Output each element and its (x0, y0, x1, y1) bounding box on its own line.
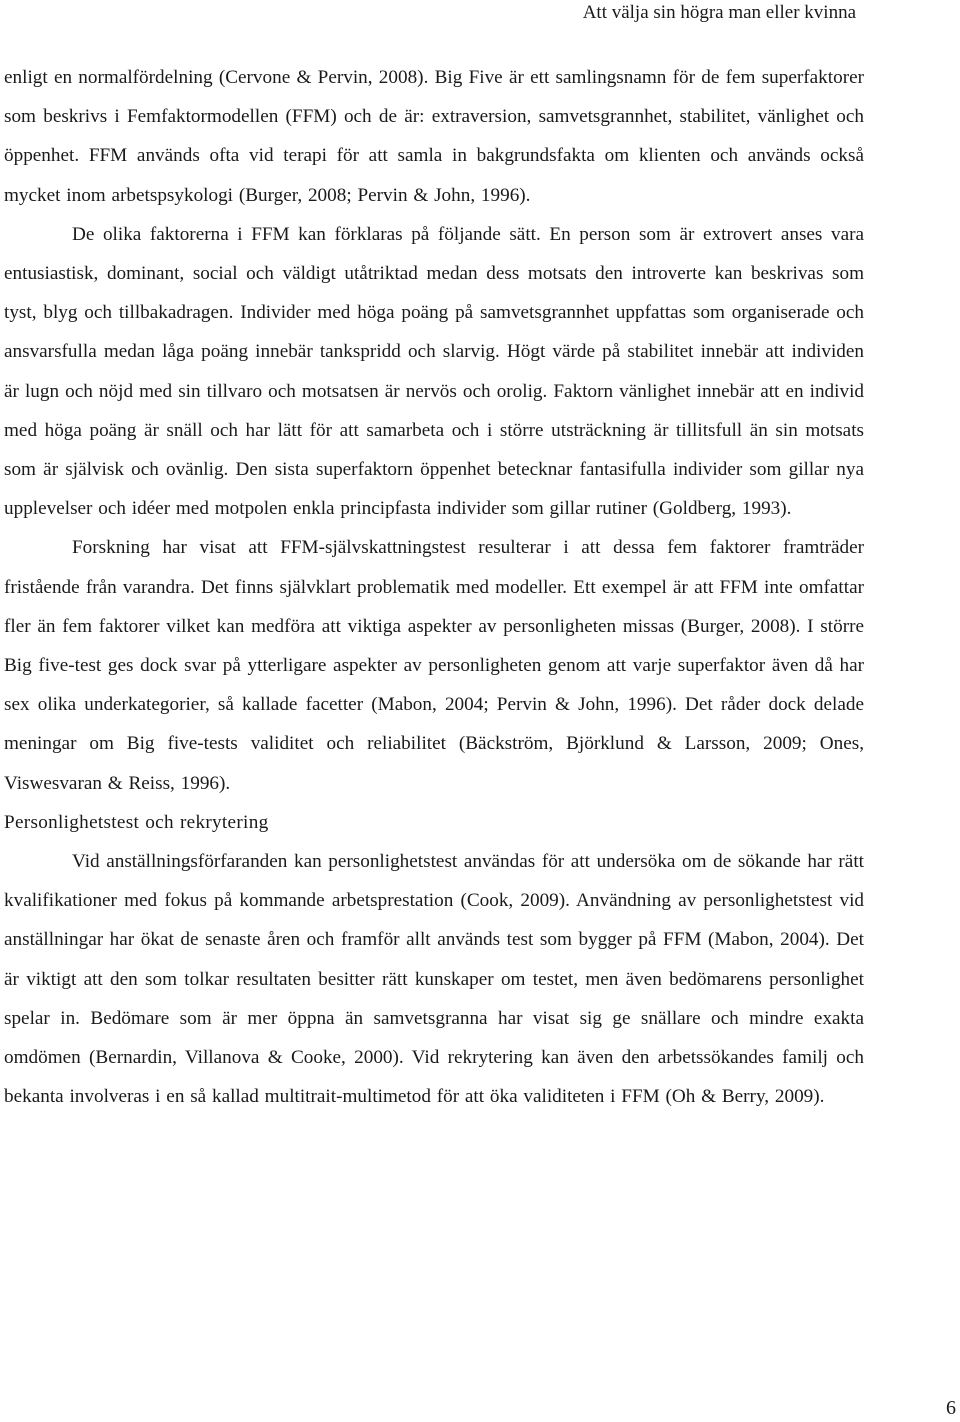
paragraph-big-five-intro: enligt en normalfördelning (Cervone & Pervin, 2008). Big Five är ett samlingsnamn för de fem superfaktorer som beskrivs i Femfaktormodellen (FFM) och de är: extraversion, samvetsgrannhet, stabilitet, vänlighet och öppenhet. FFM används ofta vid terapi för att samla in bakgrundsfakta om klienten och används också mycket inom arbetspsykologi (Burger, 2008; Pervin & John, 1996). (4, 67, 864, 206)
running-header: Att välja sin högra man eller kvinna (582, 2, 856, 23)
paragraph-recruitment: Vid anställningsförfaranden kan personlighetstest användas för att undersöka om de sökande har rätt kvalifikationer med fokus på kommande arbetsprestation (Cook, 2009). Användning av personlighetstest vid anställningar har ökat de senaste åren och framför allt används test som bygger på FFM (Mabon, 2004). Det är viktigt att den som tolkar resultaten besitter rätt kunskaper om testet, men även bedömarens personlighet spelar in. Bedömare som är mer öppna än samvetsgranna har visat sig ge snällare och mindre exakta omdömen (Bernardin, Villanova & Cooke, 2000). Vid rekrytering kan även den arbetssökandes familj och bekanta involveras i en så kallad multitrait-multimetod för att öka validiteten i FFM (Oh & Berry, 2009). (4, 851, 864, 1108)
page-number: 6 (946, 1397, 956, 1419)
paragraph-factor-descriptions: De olika faktorerna i FFM kan förklaras på följande sätt. En person som är extrovert anses vara entusiastisk, dominant, social och väldigt utåtriktad medan dess motsats den introverte kan beskrivas som tyst, blyg och tillbakadragen. Individer med höga poäng på samvetsgrannhet uppfattas som organiserade och ansvarsfulla medan låga poäng innebär tankspridd och slarvig. Högt värde på stabilitet innebär att individen är lugn och nöjd med sin tillvaro och motsatsen är nervös och orolig. Faktorn vänlighet innebär att en individ med höga poäng är snäll och har lätt för att samarbeta och i större utsträckning är tillitsfull än sin motsats som är självisk och ovänlig. Den sista superfaktorn öppenhet betecknar fantasifulla individer som gillar nya upplevelser och idéer med motpolen enkla principfasta individer som gillar rutiner (Goldberg, 1993). (4, 223, 864, 520)
paragraph-research-problems: Forskning har visat att FFM-självskattningstest resulterar i att dessa fem faktorer framträder fristående från varandra. Det finns självklart problematik med modeller. Ett exempel är att FFM inte omfattar fler än fem faktorer vilket kan medföra att viktiga aspekter av personligheten missas (Burger, 2008). I större Big five-test ges dock svar på ytterligare aspekter av personligheten genom att varje superfaktor även då har sex olika underkategorier, så kallade facetter (Mabon, 2004; Pervin & John, 1996). Det råder dock delade meningar om Big five-tests validitet och reliabilitet (Bäckström, Björklund & Larsson, 2009; Ones, Viswesvaran & Reiss, 1996). (4, 537, 864, 794)
section-heading: Personlighetstest och rekrytering (4, 811, 269, 833)
document-body (4, 58, 864, 1116)
